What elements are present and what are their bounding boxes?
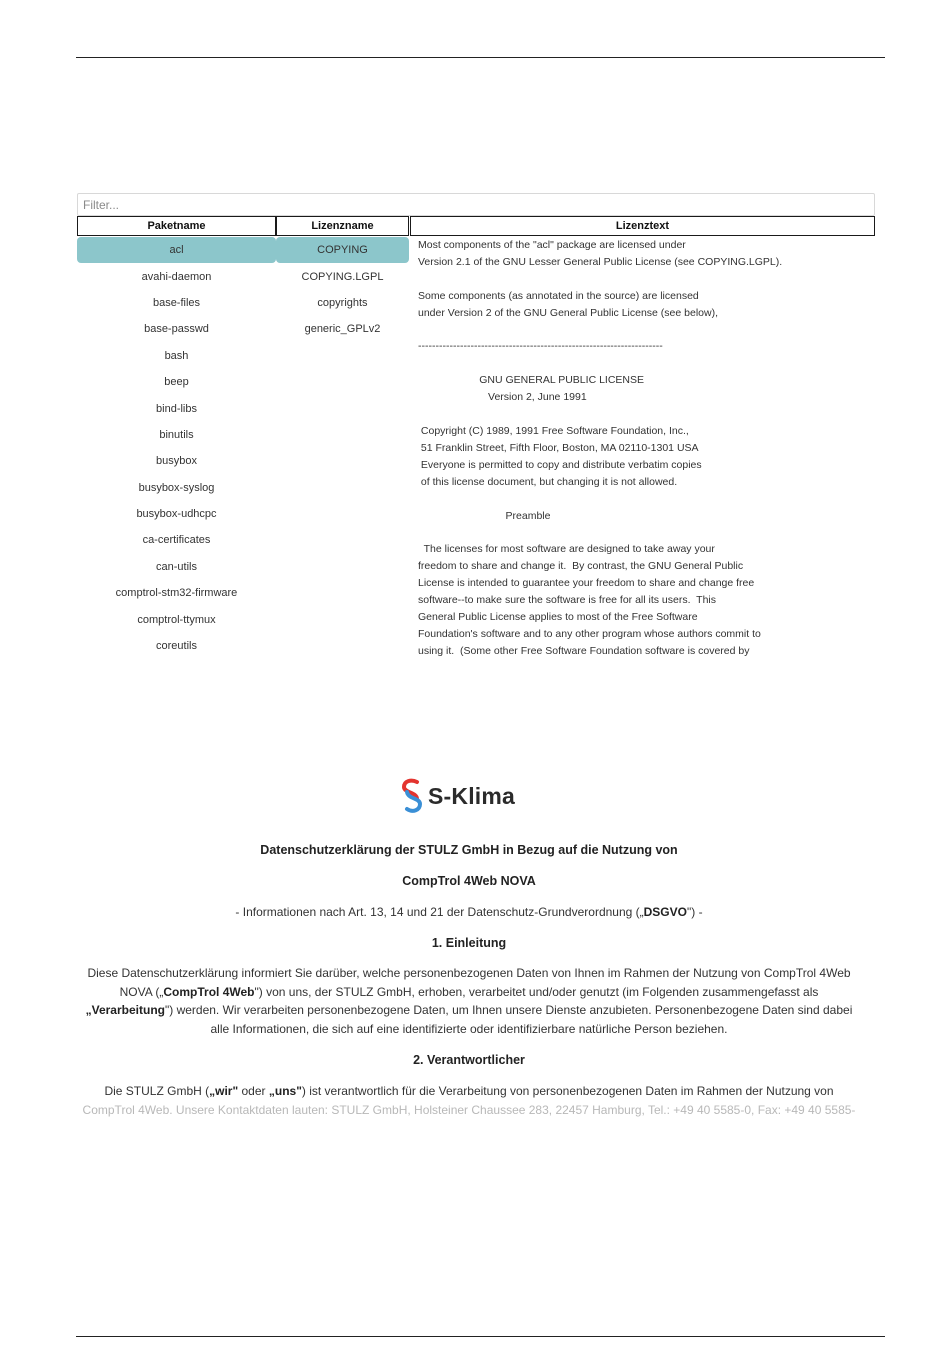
license-item[interactable]: generic_GPLv2 [304,323,381,336]
package-item[interactable]: busybox-syslog [138,481,215,494]
s-klima-logo [400,778,515,814]
license-text-panel: Most components of the "acl" package are licensed under Version 2.1 of the GNU Lesser General Public License (see COPYING.LGPL). Some components (as annotated in the source) are licensed under Version 2 of the GNU General Public License (see below), ---------------------------------------------------------------------- GNU GENERAL PUBLIC LICENSE Version 2, June 1991 Copyright (C) 1989, 1991 Free Software Foundation, Inc., 51 Franklin Street, Fifth Floor, Boston, MA 02110-1301 USA Everyone is permitted to copy and distribute verbatim copies of this license document, but changing it is not allowed. Preamble The licenses for most software are designed to take away your freedom to share and change it. By contrast, the GNU General Public License is intended to guarantee your freedom to share and change free software--to make sure the software is free for all its users. This General Public License applies to most of the Free Software Foundation's software and to any other program whose authors commit to using it. (Some other Free Software Foundation software is covered by [418,239,783,657]
document-title-line1: Datenschutzerklärung der STULZ GmbH in Bezug auf die Nutzung von [260,843,678,857]
package-item[interactable]: can-utils [156,560,197,573]
package-item[interactable]: coreutils [156,640,197,653]
section-heading-controller: 2. Verantwortlicher [413,1053,525,1067]
section-introduction-text: Diese Datenschutzerklärung informiert Sie darüber, welche personenbezogenen Daten von Ihnen im Rahmen der Nutzung von CompTrol 4Web NOVA („CompTrol 4Web") von uns, der STULZ GmbH, erhoben, verarbeitet und/oder genutzt (im Folgenden zusammengefasst als „Verarbeitung") werden. Wir verarbeiten personenbezogene Daten, um Ihnen unsere Dienste anzubieten. Personenbezogene Daten sind dabei alle Informationen, die sich auf eine identifizierte oder identifizierbare natürliche Person beziehen. [85,966,853,1036]
column-header-license-text: Lizenztext [410,216,875,236]
page-top-rule [76,57,885,58]
package-item[interactable]: base-passwd [144,323,209,336]
section-heading-introduction: 1. Einleitung [431,936,507,950]
document-title-line2: CompTrol 4Web NOVA [402,874,536,888]
section-controller-text: Die STULZ GmbH („wir" oder „uns") ist verantwortlich für die Verarbeitung von personenbezogenen Daten im Rahmen der Nutzung von CompTrol 4Web. Unsere Kontaktdaten lauten: STULZ GmbH, Holsteiner Chaussee 283, 22457 Hamburg, Tel.: +49 40 5585-0, Fax: +49 40 5585- [82,1084,856,1117]
package-item[interactable]: avahi-daemon [141,270,212,283]
license-item[interactable]: COPYING [276,237,409,263]
package-item[interactable]: bind-libs [156,402,197,415]
package-item[interactable]: binutils [159,428,194,441]
package-item[interactable]: busybox [156,455,197,468]
package-item[interactable]: comptrol-stm32-firmware [115,587,238,600]
package-item[interactable]: beep [164,376,189,389]
license-item[interactable]: copyrights [317,296,368,309]
package-item[interactable]: comptrol-ttymux [137,613,216,626]
logo-text: S-Klima [428,782,516,809]
package-list [77,237,276,659]
document-subtitle: - Informationen nach Art. 13, 14 und 21 der Datenschutz-Grundverordnung („DSGVO") - [235,905,703,919]
package-item[interactable]: bash [164,349,189,362]
package-item[interactable]: acl [77,237,276,263]
page-bottom-rule [76,1336,885,1337]
license-list [276,237,409,343]
package-item[interactable]: base-files [152,296,201,309]
column-header-license[interactable]: Lizenzname [276,216,409,236]
column-header-package[interactable]: Paketname [77,216,276,236]
package-item[interactable]: ca-certificates [142,534,211,547]
package-item[interactable]: busybox-udhcpc [136,508,217,521]
s-klima-logo-icon [400,778,424,814]
filter-input[interactable] [77,193,875,216]
license-item[interactable]: COPYING.LGPL [301,270,384,283]
